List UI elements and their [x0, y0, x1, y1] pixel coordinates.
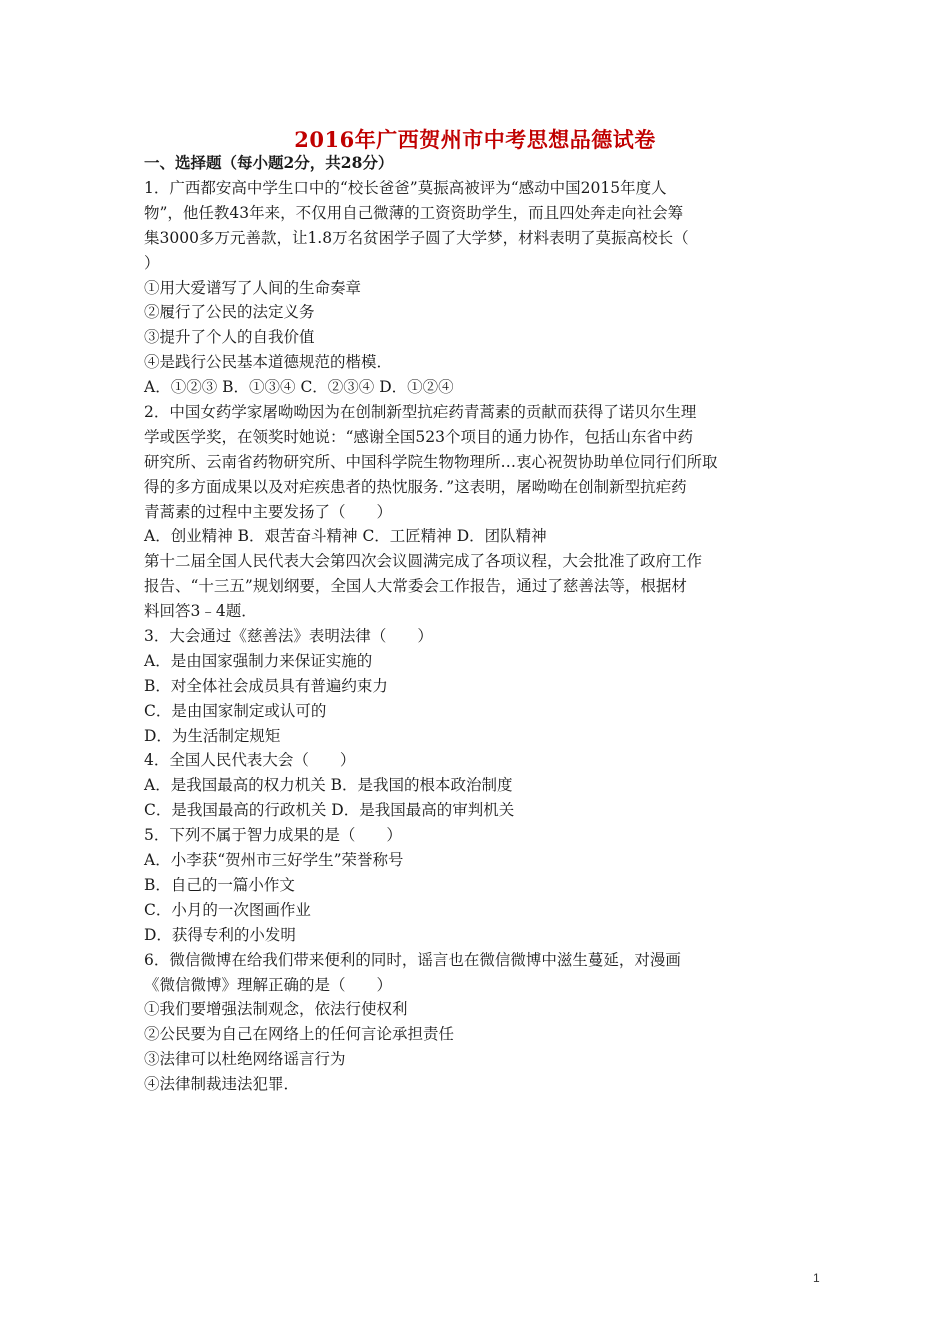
text-line: 研究所、云南省药物研究所、中国科学院生物物理所…衷心祝贺协助单位同行们所取 — [144, 452, 718, 471]
text-line: 1．广西都安高中学生口中的“校长爸爸”莫振高被评为“感动中国2015年度人 — [144, 179, 667, 197]
text-line: ④是践行公民基本道德规范的楷模． — [144, 353, 393, 372]
text-line: A．①②③ B．①③④ C．②③④ D．①②④ — [144, 378, 454, 397]
text-line: 《微信微博》理解正确的是（ ） — [144, 975, 393, 994]
text-line: 第十二届全国人民代表大会第四次会议圆满完成了各项议程，大会批准了政府工作 — [144, 552, 703, 571]
text-line: 青蒿素的过程中主要发扬了（ ） — [144, 502, 393, 521]
text-line: 2．中国女药学家屠呦呦因为在创制新型抗疟药青蒿素的贡献而获得了诺贝尔生理 — [144, 403, 697, 422]
question-body — [144, 176, 814, 1097]
text-line: 学或医学奖，在领奖时她说：“感谢全国523个项目的通力协作，包括山东省中药 — [144, 427, 694, 446]
text-line: ） — [144, 253, 160, 272]
text-line: C．是我国最高的行政机关 D．是我国最高的审判机关 — [144, 801, 515, 820]
section-heading: 一、选择题（每小题2分，共28分） — [144, 153, 394, 172]
text-line: D．为生活制定规矩 — [144, 726, 281, 745]
text-line: A．是我国最高的权力机关 B．是我国的根本政治制度 — [144, 776, 513, 795]
text-line: A．创业精神 B．艰苦奋斗精神 C．工匠精神 D．团队精神 — [144, 527, 547, 546]
text-line: ①用大爱谱写了人间的生命奏章 — [144, 278, 362, 297]
text-line: B．对全体社会成员具有普遍约束力 — [144, 676, 388, 695]
text-line: C．小月的一次图画作业 — [144, 900, 311, 919]
text-line: ③法律可以杜绝网络谣言行为 — [144, 1050, 346, 1069]
text-line: 物”，他任教43年来，不仅用自己微薄的工资资助学生，而且四处奔走向社会筹 — [144, 203, 684, 222]
text-line: 集3000多万元善款，让1.8万名贫困学子圆了大学梦，材料表明了莫振高校长（ — [144, 228, 689, 247]
text-line: C．是由国家制定或认可的 — [144, 701, 327, 720]
text-line: D．获得专利的小发明 — [144, 925, 296, 944]
text-line: 得的多方面成果以及对疟疾患者的热忱服务．”这表明，屠呦呦在创制新型抗疟药 — [144, 477, 687, 496]
text-line: ②履行了公民的法定义务 — [144, 303, 315, 322]
text-line: A．小李获“贺州市三好学生”荣誉称号 — [144, 851, 404, 870]
text-line: ①我们要增强法制观念，依法行使权利 — [144, 1000, 408, 1019]
text-line: 5．下列不属于智力成果的是（ ） — [144, 826, 402, 845]
text-line: 报告、“十三五”规划纲要，全国人大常委会工作报告，通过了慈善法等，根据材 — [144, 577, 687, 596]
page-title: 2016年广西贺州市中考思想品德试卷 — [294, 127, 656, 152]
page-number: 1 — [813, 1271, 820, 1285]
text-line: ②公民要为自己在网络上的任何言论承担责任 — [144, 1025, 455, 1044]
text-line: 4．全国人民代表大会（ ） — [144, 751, 356, 770]
text-line: A．是由国家强制力来保证实施的 — [144, 651, 373, 670]
text-line: B．自己的一篇小作文 — [144, 875, 295, 894]
text-line: 3．大会通过《慈善法》表明法律（ ） — [144, 627, 433, 646]
text-line: ④法律制裁违法犯罪． — [144, 1075, 300, 1094]
text-line: 6．微信微博在给我们带来便利的同时，谣言也在微信微博中滋生蔓延，对漫画 — [144, 950, 681, 969]
text-line: 料回答3﹣4题． — [144, 602, 257, 621]
text-line: ③提升了个人的自我价值 — [144, 328, 315, 347]
